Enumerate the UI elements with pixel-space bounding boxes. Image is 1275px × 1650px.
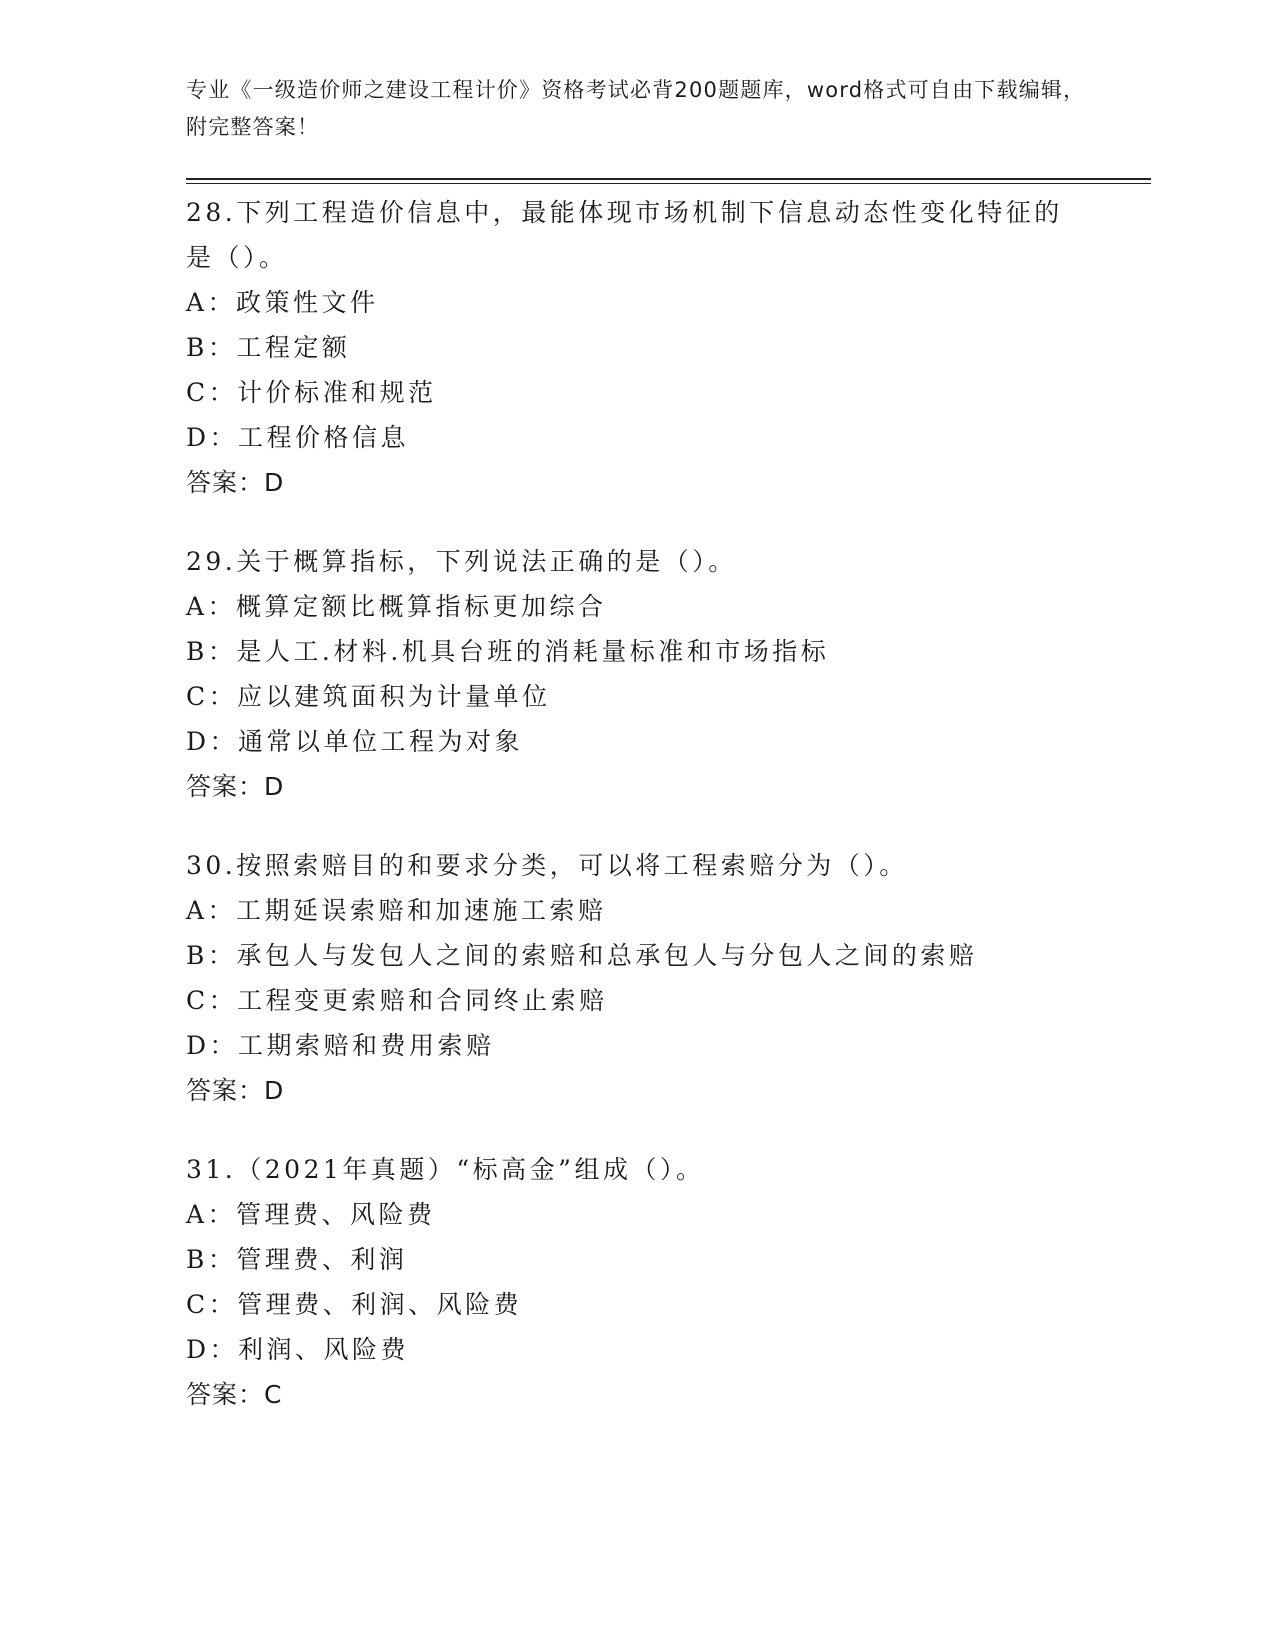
option-c: C：管理费、利润、风险费 [186, 1290, 523, 1319]
option-b: B：是人工.材料.机具台班的消耗量标准和市场指标 [186, 637, 830, 666]
header-divider-thick [186, 178, 1151, 180]
option-d: D：通常以单位工程为对象 [186, 727, 524, 756]
document-header: 专业《一级造价师之建设工程计价》资格考试必背200题题库，word格式可自由下载编辑，附完整答案！ [186, 78, 1086, 139]
option-b: B：工程定额 [186, 333, 351, 362]
option-c: C：工程变更索赔和合同终止索赔 [186, 986, 608, 1015]
option-a: A：管理费、风险费 [186, 1200, 436, 1229]
question-stem: 31.（2021年真题）“标高金”组成（）。 [186, 1155, 705, 1184]
option-c: C：计价标准和规范 [186, 378, 437, 407]
option-d: D：利润、风险费 [186, 1335, 410, 1364]
answer-text: 答案：D [186, 1076, 285, 1105]
option-d: D：工期索赔和费用索赔 [186, 1031, 495, 1060]
option-a: A：概算定额比概算指标更加综合 [186, 592, 607, 621]
answer-text: 答案：C [186, 1380, 283, 1409]
question-30 [186, 843, 1086, 1113]
option-d: D：工程价格信息 [186, 423, 410, 452]
answer-text: 答案：D [186, 468, 285, 497]
option-c: C：应以建筑面积为计量单位 [186, 682, 551, 711]
question-stem: 28.下列工程造价信息中，最能体现市场机制下信息动态性变化特征的是（）。 [186, 198, 1063, 272]
question-28 [186, 190, 1086, 505]
answer-text: 答案：D [186, 772, 285, 801]
option-a: A：政策性文件 [186, 288, 379, 317]
question-stem: 30.按照索赔目的和要求分类，可以将工程索赔分为（）。 [186, 851, 908, 880]
header-divider-thin [186, 183, 1151, 184]
option-a: A：工期延误索赔和加速施工索赔 [186, 896, 607, 925]
question-29 [186, 539, 1086, 809]
option-b: B：管理费、利润 [186, 1245, 408, 1274]
question-list [186, 190, 1086, 1451]
option-b: B：承包人与发包人之间的索赔和总承包人与分包人之间的索赔 [186, 941, 978, 970]
question-31 [186, 1147, 1086, 1417]
question-stem: 29.关于概算指标，下列说法正确的是（）。 [186, 547, 737, 576]
